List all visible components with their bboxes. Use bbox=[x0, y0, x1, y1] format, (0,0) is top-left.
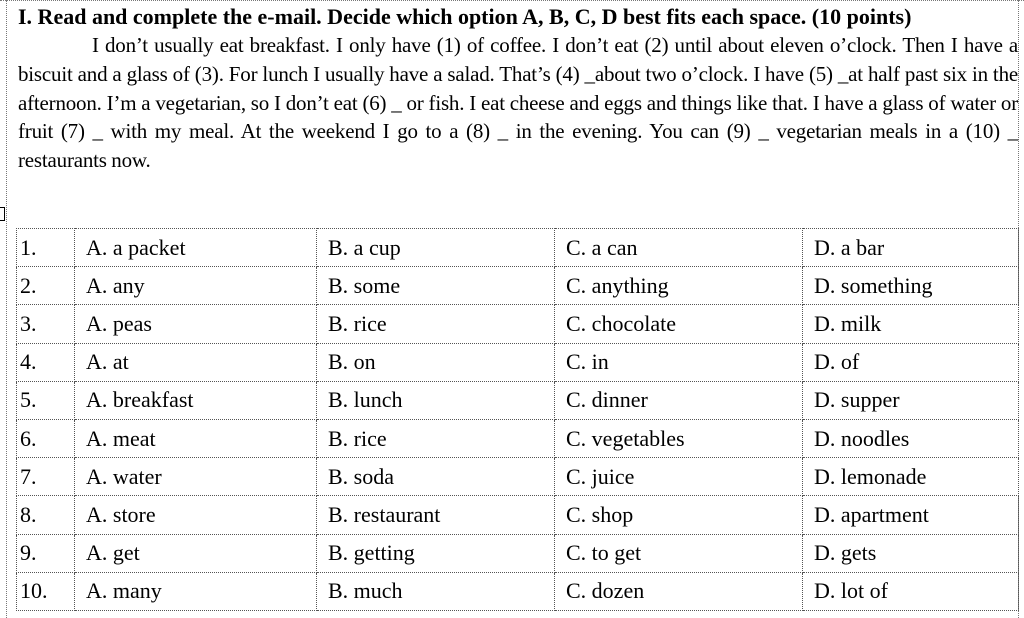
option-b[interactable]: B. getting bbox=[317, 534, 555, 572]
question-row bbox=[17, 381, 1019, 419]
page-edge-left bbox=[6, 0, 7, 618]
question-number[interactable]: 10. bbox=[17, 572, 75, 610]
option-d[interactable]: D. milk bbox=[803, 305, 1019, 343]
option-a[interactable]: A. any bbox=[75, 267, 317, 305]
option-d[interactable]: D. supper bbox=[803, 381, 1019, 419]
question-number[interactable]: 1. bbox=[17, 229, 75, 267]
option-c[interactable]: C. vegetables bbox=[555, 419, 803, 457]
option-c[interactable]: C. dozen bbox=[555, 572, 803, 610]
option-b[interactable]: B. restaurant bbox=[317, 496, 555, 534]
option-b[interactable]: B. some bbox=[317, 267, 555, 305]
option-b[interactable]: B. on bbox=[317, 343, 555, 381]
options-table bbox=[16, 228, 1019, 611]
question-number[interactable]: 8. bbox=[17, 496, 75, 534]
option-d[interactable]: D. lemonade bbox=[803, 458, 1019, 496]
option-a[interactable]: A. meat bbox=[75, 419, 317, 457]
question-row bbox=[17, 343, 1019, 381]
question-number[interactable]: 9. bbox=[17, 534, 75, 572]
option-d[interactable]: D. something bbox=[803, 267, 1019, 305]
option-b[interactable]: B. lunch bbox=[317, 381, 555, 419]
question-number[interactable]: 2. bbox=[17, 267, 75, 305]
email-passage[interactable]: I don’t usually eat breakfast. I only have (1) of coffee. I don’t eat (2) until about eleven o’clock. Then I have a biscuit and a glass of (3). For lunch I usually have a salad. That’s (4) _about two o’clock. I have (5) _at half past six in the afternoon. I’m a vegetarian, so I don’t eat (6) _ or fish. I eat cheese and eggs and things like that. I have a glass of water or fruit (7) _ with my meal. At the weekend I go to a (8) _ in the evening. You can (9) _ vegetarian meals in a (10) _ restaurants now. bbox=[18, 33, 1018, 173]
option-d[interactable]: D. gets bbox=[803, 534, 1019, 572]
exercise-heading: I. Read and complete the e-mail. Decide which option A, B, C, D best fits each space. (10 points) bbox=[18, 4, 912, 29]
option-c[interactable]: C. shop bbox=[555, 496, 803, 534]
question-row bbox=[17, 305, 1019, 343]
option-c[interactable]: C. chocolate bbox=[555, 305, 803, 343]
question-row bbox=[17, 229, 1019, 267]
option-a[interactable]: A. breakfast bbox=[75, 381, 317, 419]
option-c[interactable]: C. a can bbox=[555, 229, 803, 267]
option-a[interactable]: A. many bbox=[75, 572, 317, 610]
option-a[interactable]: A. a packet bbox=[75, 229, 317, 267]
option-a[interactable]: A. peas bbox=[75, 305, 317, 343]
option-b[interactable]: B. a cup bbox=[317, 229, 555, 267]
question-row bbox=[17, 572, 1019, 610]
question-number[interactable]: 7. bbox=[17, 458, 75, 496]
option-c[interactable]: C. to get bbox=[555, 534, 803, 572]
option-d[interactable]: D. noodles bbox=[803, 419, 1019, 457]
option-d[interactable]: D. of bbox=[803, 343, 1019, 381]
question-number[interactable]: 5. bbox=[17, 381, 75, 419]
option-a[interactable]: A. water bbox=[75, 458, 317, 496]
document-body bbox=[18, 3, 1018, 175]
option-a[interactable]: A. get bbox=[75, 534, 317, 572]
option-b[interactable]: B. rice bbox=[317, 305, 555, 343]
option-d[interactable]: D. apartment bbox=[803, 496, 1019, 534]
option-c[interactable]: C. in bbox=[555, 343, 803, 381]
table-move-handle[interactable] bbox=[0, 207, 5, 221]
question-row bbox=[17, 267, 1019, 305]
question-row bbox=[17, 496, 1019, 534]
option-d[interactable]: D. lot of bbox=[803, 572, 1019, 610]
option-b[interactable]: B. rice bbox=[317, 419, 555, 457]
question-row bbox=[17, 458, 1019, 496]
question-number[interactable]: 6. bbox=[17, 419, 75, 457]
option-b[interactable]: B. soda bbox=[317, 458, 555, 496]
option-c[interactable]: C. dinner bbox=[555, 381, 803, 419]
option-c[interactable]: C. juice bbox=[555, 458, 803, 496]
question-row bbox=[17, 534, 1019, 572]
option-a[interactable]: A. store bbox=[75, 496, 317, 534]
options-table-body bbox=[17, 229, 1019, 611]
option-c[interactable]: C. anything bbox=[555, 267, 803, 305]
question-row bbox=[17, 419, 1019, 457]
question-number[interactable]: 4. bbox=[17, 343, 75, 381]
question-number[interactable]: 3. bbox=[17, 305, 75, 343]
page-edge-top bbox=[0, 0, 1024, 1]
option-a[interactable]: A. at bbox=[75, 343, 317, 381]
option-d[interactable]: D. a bar bbox=[803, 229, 1019, 267]
option-b[interactable]: B. much bbox=[317, 572, 555, 610]
